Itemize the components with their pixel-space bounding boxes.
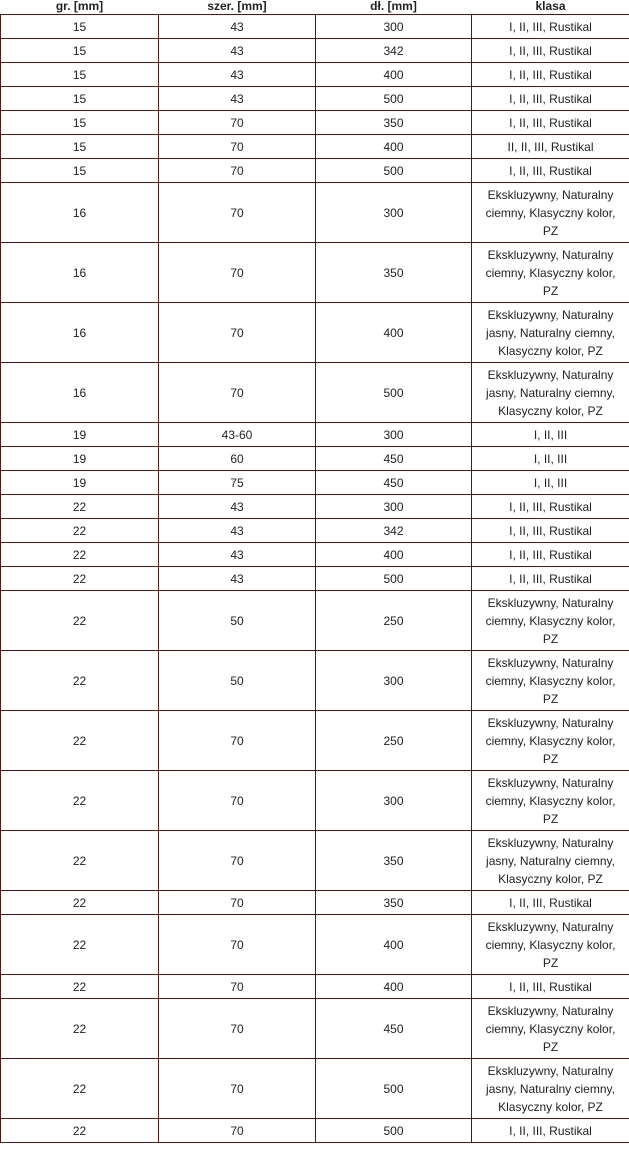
table-row [1, 243, 629, 303]
table-row [1, 495, 629, 519]
cell-length: 350 [316, 831, 472, 891]
cell-width: 70 [159, 711, 316, 771]
cell-class: Ekskluzywny, Naturalny jasny, Naturalny ciemny, Klasyczny kolor, PZ [472, 831, 629, 891]
cell-width: 60 [159, 447, 316, 471]
table-row [1, 1119, 629, 1143]
cell-class: Ekskluzywny, Naturalny ciemny, Klasyczny kolor, PZ [472, 651, 629, 711]
cell-width: 70 [159, 135, 316, 159]
cell-length: 500 [316, 1059, 472, 1119]
cell-thickness: 22 [1, 915, 159, 975]
table-header [1, 0, 629, 15]
cell-length: 400 [316, 915, 472, 975]
cell-class: I, II, III, Rustikal [472, 975, 629, 999]
cell-class: I, II, III [472, 447, 629, 471]
cell-thickness: 15 [1, 159, 159, 183]
cell-length: 342 [316, 39, 472, 63]
table-row [1, 567, 629, 591]
cell-width: 70 [159, 303, 316, 363]
header-class: klasa [472, 0, 629, 15]
cell-thickness: 22 [1, 711, 159, 771]
table-row [1, 87, 629, 111]
cell-class: I, II, III, Rustikal [472, 543, 629, 567]
table-body [1, 15, 629, 1143]
table-row [1, 423, 629, 447]
cell-length: 350 [316, 111, 472, 135]
cell-width: 70 [159, 891, 316, 915]
cell-thickness: 19 [1, 423, 159, 447]
cell-class: I, II, III, Rustikal [472, 1119, 629, 1143]
cell-width: 70 [159, 363, 316, 423]
cell-class: Ekskluzywny, Naturalny ciemny, Klasyczny kolor, PZ [472, 591, 629, 651]
cell-length: 350 [316, 243, 472, 303]
header-row [1, 0, 629, 15]
cell-length: 400 [316, 543, 472, 567]
table-row [1, 771, 629, 831]
table-row [1, 363, 629, 423]
cell-length: 450 [316, 447, 472, 471]
cell-width: 70 [159, 1119, 316, 1143]
cell-length: 300 [316, 183, 472, 243]
cell-width: 43 [159, 495, 316, 519]
table-row [1, 831, 629, 891]
cell-class: I, II, III, Rustikal [472, 495, 629, 519]
header-length: dł. [mm] [316, 0, 472, 15]
cell-class: I, II, III, Rustikal [472, 111, 629, 135]
cell-thickness: 22 [1, 1059, 159, 1119]
cell-thickness: 22 [1, 999, 159, 1059]
cell-length: 400 [316, 135, 472, 159]
cell-length: 300 [316, 771, 472, 831]
cell-class: I, II, III [472, 423, 629, 447]
cell-length: 300 [316, 15, 472, 39]
cell-length: 300 [316, 495, 472, 519]
cell-thickness: 22 [1, 567, 159, 591]
cell-thickness: 15 [1, 111, 159, 135]
cell-width: 70 [159, 831, 316, 891]
cell-length: 500 [316, 363, 472, 423]
cell-width: 70 [159, 999, 316, 1059]
cell-thickness: 22 [1, 495, 159, 519]
cell-thickness: 22 [1, 831, 159, 891]
table-row [1, 711, 629, 771]
table-row [1, 111, 629, 135]
table-row [1, 135, 629, 159]
cell-length: 300 [316, 651, 472, 711]
cell-thickness: 16 [1, 243, 159, 303]
table-row [1, 1059, 629, 1119]
cell-thickness: 16 [1, 303, 159, 363]
cell-thickness: 15 [1, 135, 159, 159]
cell-class: Ekskluzywny, Naturalny jasny, Naturalny ciemny, Klasyczny kolor, PZ [472, 303, 629, 363]
cell-class: I, II, III, Rustikal [472, 39, 629, 63]
cell-thickness: 22 [1, 543, 159, 567]
cell-width: 70 [159, 159, 316, 183]
cell-width: 43 [159, 63, 316, 87]
cell-class: I, II, III, Rustikal [472, 87, 629, 111]
cell-class: I, II, III, Rustikal [472, 159, 629, 183]
cell-thickness: 22 [1, 519, 159, 543]
cell-width: 75 [159, 471, 316, 495]
cell-width: 70 [159, 183, 316, 243]
table-row [1, 999, 629, 1059]
cell-length: 450 [316, 999, 472, 1059]
cell-class: Ekskluzywny, Naturalny ciemny, Klasyczny kolor, PZ [472, 915, 629, 975]
cell-class: II, II, III, Rustikal [472, 135, 629, 159]
cell-thickness: 22 [1, 891, 159, 915]
cell-class: Ekskluzywny, Naturalny ciemny, Klasyczny kolor, PZ [472, 243, 629, 303]
table-row [1, 183, 629, 243]
cell-width: 43 [159, 567, 316, 591]
cell-thickness: 22 [1, 591, 159, 651]
table-row [1, 447, 629, 471]
cell-width: 43 [159, 15, 316, 39]
cell-thickness: 16 [1, 183, 159, 243]
cell-thickness: 19 [1, 447, 159, 471]
cell-length: 250 [316, 591, 472, 651]
cell-class: Ekskluzywny, Naturalny ciemny, Klasyczny kolor, PZ [472, 183, 629, 243]
cell-width: 70 [159, 111, 316, 135]
table-row [1, 543, 629, 567]
header-width: szer. [mm] [159, 0, 316, 15]
cell-width: 70 [159, 975, 316, 999]
cell-thickness: 15 [1, 63, 159, 87]
cell-thickness: 22 [1, 651, 159, 711]
cell-class: I, II, III [472, 471, 629, 495]
table-row [1, 63, 629, 87]
table-row [1, 915, 629, 975]
table-row [1, 15, 629, 39]
cell-thickness: 22 [1, 771, 159, 831]
cell-width: 50 [159, 591, 316, 651]
cell-class: Ekskluzywny, Naturalny ciemny, Klasyczny kolor, PZ [472, 771, 629, 831]
cell-thickness: 15 [1, 39, 159, 63]
cell-class: Ekskluzywny, Naturalny ciemny, Klasyczny kolor, PZ [472, 711, 629, 771]
cell-length: 400 [316, 303, 472, 363]
cell-class: I, II, III, Rustikal [472, 519, 629, 543]
cell-thickness: 16 [1, 363, 159, 423]
table-row [1, 159, 629, 183]
cell-length: 350 [316, 891, 472, 915]
cell-length: 500 [316, 567, 472, 591]
table-row [1, 591, 629, 651]
table-row [1, 303, 629, 363]
table-row [1, 519, 629, 543]
cell-width: 70 [159, 243, 316, 303]
table-row [1, 471, 629, 495]
cell-thickness: 22 [1, 1119, 159, 1143]
cell-class: Ekskluzywny, Naturalny jasny, Naturalny ciemny, Klasyczny kolor, PZ [472, 363, 629, 423]
cell-length: 450 [316, 471, 472, 495]
cell-length: 250 [316, 711, 472, 771]
cell-length: 500 [316, 159, 472, 183]
cell-thickness: 15 [1, 87, 159, 111]
cell-width: 70 [159, 915, 316, 975]
cell-thickness: 15 [1, 15, 159, 39]
cell-width: 43 [159, 39, 316, 63]
cell-length: 500 [316, 87, 472, 111]
cell-width: 43 [159, 87, 316, 111]
cell-class: Ekskluzywny, Naturalny ciemny, Klasyczny kolor, PZ [472, 999, 629, 1059]
cell-length: 342 [316, 519, 472, 543]
table-row [1, 975, 629, 999]
cell-class: I, II, III, Rustikal [472, 15, 629, 39]
cell-width: 70 [159, 771, 316, 831]
cell-length: 400 [316, 63, 472, 87]
cell-thickness: 19 [1, 471, 159, 495]
cell-thickness: 22 [1, 975, 159, 999]
cell-class: I, II, III, Rustikal [472, 891, 629, 915]
table-row [1, 39, 629, 63]
header-thickness: gr. [mm] [1, 0, 159, 15]
cell-width: 43 [159, 543, 316, 567]
cell-length: 300 [316, 423, 472, 447]
cell-width: 43 [159, 519, 316, 543]
cell-width: 50 [159, 651, 316, 711]
cell-class: Ekskluzywny, Naturalny jasny, Naturalny ciemny, Klasyczny kolor, PZ [472, 1059, 629, 1119]
table-row [1, 651, 629, 711]
cell-length: 400 [316, 975, 472, 999]
cell-width: 70 [159, 1059, 316, 1119]
cell-class: I, II, III, Rustikal [472, 567, 629, 591]
cell-length: 500 [316, 1119, 472, 1143]
cell-class: I, II, III, Rustikal [472, 63, 629, 87]
cell-width: 43-60 [159, 423, 316, 447]
table-row [1, 891, 629, 915]
